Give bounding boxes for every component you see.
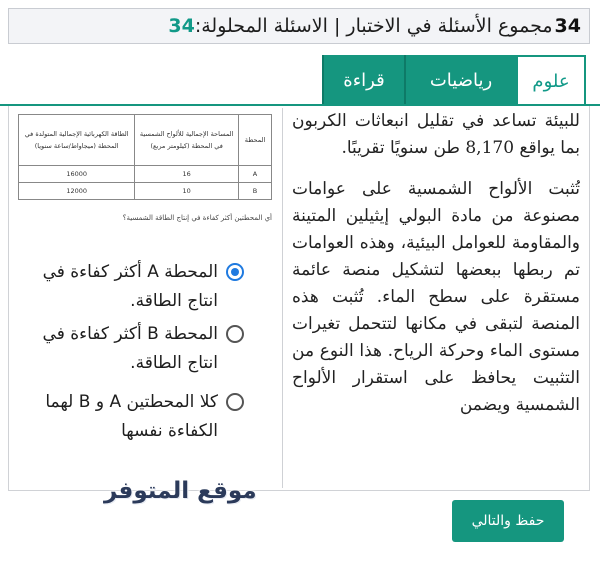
table-row (19, 183, 272, 200)
reading-passage[interactable] (290, 108, 580, 488)
radio-selected-icon[interactable] (226, 263, 244, 281)
subject-tabs (322, 55, 586, 105)
passage-paragraph-1: للبيئة تساعد في تقليل انبعاثات الكربون بما يواقع 8,170 طن سنويًا تقريبًا. (292, 111, 580, 158)
table-cell: B (239, 183, 272, 200)
table-row (19, 166, 272, 183)
tab-math[interactable]: رياضيات (404, 55, 516, 105)
column-divider (282, 108, 283, 488)
table-cell: A (239, 166, 272, 183)
save-next-button[interactable]: حفظ والتالي (452, 500, 564, 542)
answer-option-a[interactable] (24, 258, 244, 316)
table-cell: 16 (135, 166, 239, 183)
answer-option-b[interactable] (24, 320, 244, 378)
option-label: المحطة B أكثر كفاءة في انتاج الطاقة. (42, 324, 218, 373)
header-title: مجموع الأسئلة في الاختبار | الاسئلة المحلولة: (194, 15, 553, 37)
question-text: أي المحطتين أكثر كفاءة في إنتاج الطاقة الشمسية؟ (122, 214, 272, 222)
question-number: 34 (554, 15, 581, 37)
option-label: المحطة A أكثر كفاءة في انتاج الطاقة. (42, 262, 218, 311)
table-header-area: المساحة الإجمالية للألواح الشمسية في المحطة (كيلومتر مربع) (135, 115, 239, 166)
table-header-energy: الطاقة الكهربائية الإجمالية المتولدة في المحطة (ميجاواط/ساعة سنويا) (19, 115, 135, 166)
tab-science[interactable]: علوم (516, 55, 586, 105)
table-header-station: المحطة (239, 115, 272, 166)
stations-table (18, 114, 272, 200)
option-label: كلا المحطتين A و B لهما الكفاءة نفسها (45, 392, 218, 441)
radio-icon[interactable] (226, 325, 244, 343)
solved-count: 34 (168, 15, 195, 37)
site-watermark: موقع المتوفر (104, 478, 257, 504)
radio-icon[interactable] (226, 393, 244, 411)
table-cell: 10 (135, 183, 239, 200)
answer-option-c[interactable] (24, 388, 244, 446)
tab-reading[interactable]: قراءة (322, 55, 404, 105)
passage-paragraph-2: تُثبت الألواح الشمسية على عوامات مصنوعة من مادة البولي إيثيلين المتينة والمقاومة للعوامل البيئية، وهذه العوامات تم ربطها ببعضها لتشكيل منصة عائمة مستقرة على سطح الماء. تُثبت هذه المنصة لتبقى في مكانها لتتحمل تغيرات مستوى الماء وحركة الرياح. هذا النوع من التثبيت يحافظ على استقرار الألواح الشمسية ويضمن (292, 179, 580, 415)
table-cell: 16000 (19, 166, 135, 183)
question-header (8, 8, 590, 44)
table-cell: 12000 (19, 183, 135, 200)
